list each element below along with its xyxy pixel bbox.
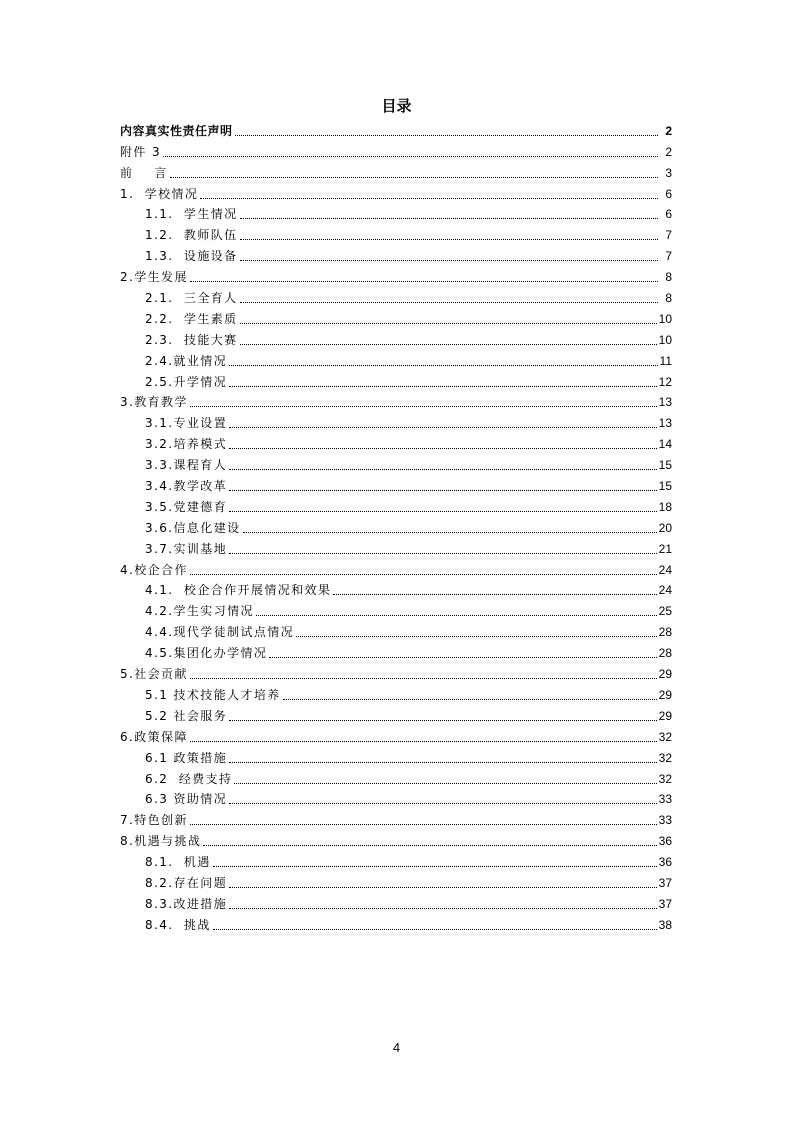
toc-entry[interactable] [120, 285, 672, 306]
toc-entry-page: 11 [659, 353, 672, 368]
toc-entry-label: 4.5.集团化办学情况 [145, 646, 268, 661]
toc-entry[interactable] [120, 536, 672, 557]
toc-entry[interactable] [120, 410, 672, 431]
toc-entry[interactable] [120, 160, 672, 181]
toc-entry[interactable] [120, 557, 672, 578]
toc-entry-label: 内容真实性责任声明 [120, 123, 233, 138]
toc-entry-page: 36 [658, 855, 672, 870]
toc-entry[interactable] [120, 306, 672, 327]
toc-dot-leader [229, 469, 657, 470]
toc-entry-page: 7 [665, 249, 672, 264]
toc-entry-page: 37 [658, 896, 672, 911]
table-of-contents [120, 118, 672, 933]
toc-entry-page: 38 [658, 917, 672, 932]
toc-entry-page: 24 [658, 583, 672, 598]
toc-entry-label: 5.2 社会服务 [145, 708, 228, 723]
toc-dot-leader [203, 845, 656, 846]
toc-entry-label: 2.学生发展 [120, 270, 188, 285]
toc-entry-label: 8.机遇与挑战 [120, 834, 202, 849]
toc-entry-page: 6 [665, 186, 672, 201]
toc-entry[interactable] [120, 724, 672, 745]
toc-dot-leader [296, 636, 657, 637]
toc-dot-leader [243, 532, 657, 533]
toc-entry-page: 2 [665, 144, 672, 159]
toc-entry-label: 3.6.信息化建设 [145, 520, 241, 535]
toc-entry-page: 12 [658, 374, 672, 389]
toc-entry-page: 7 [665, 228, 672, 243]
toc-entry-label: 3.5.党建德育 [145, 499, 228, 514]
toc-dot-leader [229, 511, 657, 512]
toc-dot-leader [229, 448, 657, 449]
toc-entry[interactable] [120, 494, 672, 515]
toc-entry[interactable] [120, 787, 672, 808]
toc-entry-page: 24 [658, 562, 672, 577]
toc-entry[interactable] [120, 870, 672, 891]
toc-dot-leader [240, 260, 658, 261]
toc-entry-label: 3.2.培养模式 [145, 437, 228, 452]
toc-dot-leader [235, 135, 658, 136]
toc-entry[interactable] [120, 473, 672, 494]
toc-dot-leader [213, 929, 657, 930]
toc-dot-leader [190, 406, 657, 407]
toc-entry[interactable] [120, 264, 672, 285]
toc-entry-label: 4.4.现代学徒制试点情况 [145, 625, 295, 640]
toc-entry-page: 37 [658, 875, 672, 890]
toc-dot-leader [240, 323, 657, 324]
toc-entry[interactable] [120, 139, 672, 160]
toc-entry[interactable] [120, 766, 672, 787]
toc-dot-leader [170, 177, 658, 178]
toc-entry-page: 8 [665, 270, 672, 285]
toc-entry-label: 附件 3 [120, 144, 162, 159]
toc-dot-leader [256, 615, 657, 616]
toc-entry[interactable] [120, 243, 672, 264]
toc-entry-label: 6.3 资助情况 [145, 792, 228, 807]
toc-entry[interactable] [120, 578, 672, 599]
toc-entry-page: 29 [658, 687, 672, 702]
toc-dot-leader [333, 594, 656, 595]
toc-entry[interactable] [120, 891, 672, 912]
toc-entry-label: 3.4.教学改革 [145, 479, 228, 494]
toc-dot-leader [190, 574, 657, 575]
toc-dot-leader [190, 824, 657, 825]
toc-entry-label: 1. 学校情况 [120, 186, 199, 201]
toc-entry[interactable] [120, 619, 672, 640]
toc-entry[interactable] [120, 598, 672, 619]
toc-dot-leader [190, 678, 657, 679]
toc-entry[interactable] [120, 661, 672, 682]
toc-entry[interactable] [120, 682, 672, 703]
toc-entry-page: 15 [658, 458, 672, 473]
toc-dot-leader [240, 218, 658, 219]
toc-entry-label: 2.1. 三全育人 [145, 291, 238, 306]
toc-entry-page: 18 [658, 499, 672, 514]
toc-entry[interactable] [120, 390, 672, 411]
toc-entry[interactable] [120, 222, 672, 243]
toc-entry-label: 1.1. 学生情况 [145, 207, 238, 222]
toc-entry-page: 21 [658, 541, 672, 556]
toc-entry-page: 32 [658, 771, 672, 786]
toc-entry-page: 2 [665, 123, 672, 138]
toc-entry[interactable] [120, 452, 672, 473]
toc-entry[interactable] [120, 912, 672, 933]
toc-entry-label: 3.3.课程育人 [145, 458, 228, 473]
toc-dot-leader [200, 198, 658, 199]
toc-entry-label: 6.2 经费支持 [145, 771, 233, 786]
toc-entry-page: 33 [658, 792, 672, 807]
toc-entry[interactable] [120, 849, 672, 870]
toc-entry-label: 4.1. 校企合作开展情况和效果 [145, 583, 332, 598]
toc-entry-page: 15 [658, 479, 672, 494]
toc-entry-label: 2.5.升学情况 [145, 374, 228, 389]
toc-dot-leader [229, 386, 657, 387]
toc-dot-leader [229, 427, 657, 428]
toc-entry-label: 4.校企合作 [120, 562, 188, 577]
toc-entry-label: 8.2.存在问题 [145, 875, 228, 890]
toc-entry-label: 1.2. 教师队伍 [145, 228, 238, 243]
toc-entry[interactable] [120, 640, 672, 661]
toc-entry[interactable] [120, 807, 672, 828]
toc-entry-page: 6 [665, 207, 672, 222]
toc-dot-leader [234, 783, 656, 784]
toc-entry-page: 13 [658, 416, 672, 431]
toc-dot-leader [229, 803, 657, 804]
toc-entry-page: 20 [658, 520, 672, 535]
toc-entry-label: 3.7.实训基地 [145, 541, 228, 556]
toc-entry-page: 29 [658, 708, 672, 723]
toc-dot-leader [240, 302, 658, 303]
toc-dot-leader [190, 741, 657, 742]
toc-entry-label: 3.1.专业设置 [145, 416, 228, 431]
toc-entry-page: 14 [658, 437, 672, 452]
toc-entry[interactable] [120, 828, 672, 849]
toc-entry-page: 13 [658, 395, 672, 410]
toc-entry-page: 29 [658, 667, 672, 682]
toc-entry[interactable] [120, 703, 672, 724]
toc-entry-label: 6.政策保障 [120, 729, 188, 744]
toc-entry-label: 2.4.就业情况 [145, 353, 228, 368]
toc-entry[interactable] [120, 327, 672, 348]
toc-dot-leader [229, 490, 657, 491]
toc-entry-label: 5.1 技术技能人才培养 [145, 687, 281, 702]
toc-dot-leader [213, 866, 657, 867]
toc-entry[interactable] [120, 745, 672, 766]
toc-dot-leader [229, 762, 657, 763]
toc-entry[interactable] [120, 431, 672, 452]
toc-entry-label: 5.社会贡献 [120, 667, 188, 682]
toc-entry-page: 28 [658, 646, 672, 661]
toc-entry[interactable] [120, 202, 672, 223]
toc-entry-label: 4.2.学生实习情况 [145, 604, 254, 619]
toc-entry-page: 25 [658, 604, 672, 619]
toc-dot-leader [240, 239, 658, 240]
toc-entry-page: 32 [658, 750, 672, 765]
page-number: 4 [392, 1040, 401, 1055]
toc-entry-page: 33 [658, 813, 672, 828]
toc-entry[interactable] [120, 369, 672, 390]
toc-entry-page: 8 [665, 291, 672, 306]
toc-entry[interactable] [120, 118, 672, 139]
toc-entry[interactable] [120, 181, 672, 202]
toc-title: 目录 [381, 97, 412, 115]
toc-entry-label: 8.3.改进措施 [145, 896, 228, 911]
toc-entry-page: 3 [665, 165, 672, 180]
toc-dot-leader [229, 887, 657, 888]
toc-entry-label: 3.教育教学 [120, 395, 188, 410]
toc-entry-page: 28 [658, 625, 672, 640]
toc-dot-leader [283, 699, 657, 700]
toc-entry-label: 2.3. 技能大赛 [145, 332, 238, 347]
toc-entry-label: 8.1. 机遇 [145, 855, 211, 870]
toc-entry[interactable] [120, 515, 672, 536]
toc-entry-page: 32 [658, 729, 672, 744]
toc-dot-leader [269, 657, 656, 658]
toc-entry-label: 8.4. 挑战 [145, 917, 211, 932]
toc-dot-leader [229, 720, 657, 721]
toc-entry-label: 1.3. 设施设备 [145, 249, 238, 264]
toc-dot-leader [163, 156, 658, 157]
toc-dot-leader [229, 553, 657, 554]
toc-entry-page: 10 [658, 332, 672, 347]
toc-entry-page: 10 [658, 311, 672, 326]
toc-dot-leader [229, 365, 657, 366]
toc-entry-page: 36 [658, 834, 672, 849]
toc-entry-label: 2.2. 学生素质 [145, 311, 238, 326]
toc-dot-leader [190, 281, 658, 282]
toc-entry-label: 前 言 [120, 165, 168, 180]
toc-entry-label: 6.1 政策措施 [145, 750, 228, 765]
toc-dot-leader [229, 908, 657, 909]
toc-entry-label: 7.特色创新 [120, 813, 188, 828]
toc-dot-leader [240, 344, 657, 345]
toc-entry[interactable] [120, 348, 672, 369]
